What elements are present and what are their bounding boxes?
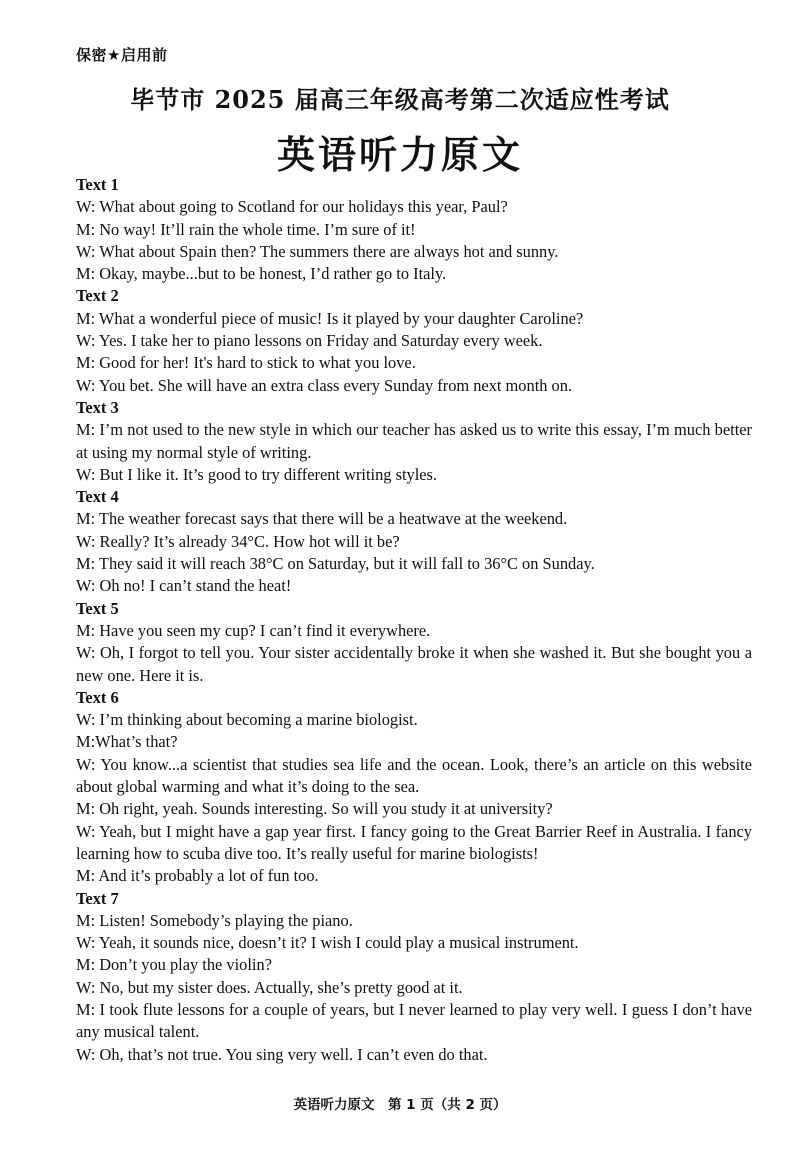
transcript-section [76,598,752,687]
dialogue-line: W: Really? It’s already 34°C. How hot will it be? [76,531,400,551]
dialogue-line: M: And it’s probably a lot of fun too. [76,866,319,886]
transcript-section [76,486,752,597]
dialogue-line: W: You know...a scientist that studies sea life and the ocean. Look, there’s an article on this website about global warming and what it’s doing to the sea. [76,754,752,797]
dialogue-line: M: Listen! Somebody’s playing the piano. [76,910,353,930]
dialogue-line: M: No way! It’ll rain the whole time. I’m sure of it! [76,219,416,239]
exam-title: 毕节市 2025 届高三年级高考第二次适应性考试 [130,85,670,114]
dialogue-line: W: Yes. I take her to piano lessons on Friday and Saturday every week. [76,331,543,351]
dialogue-line: M: Good for her! It's hard to stick to what you love. [76,353,416,373]
dialogue-line: W: No, but my sister does. Actually, she’s pretty good at it. [76,977,463,997]
dialogue-line: W: Yeah, but I might have a gap year first. I fancy going to the Great Barrier Reef in Australia. I fancy learning how to scuba dive too. It’s really useful for marine biologists! [76,821,752,863]
transcript-section [76,397,752,486]
section-heading: Text 4 [76,487,119,507]
dialogue-line: W: Oh no! I can’t stand the heat! [76,576,292,596]
section-heading: Text 2 [76,286,119,306]
dialogue-line: M: Have you seen my cup? I can’t find it everywhere. [76,620,431,640]
section-heading: Text 7 [76,888,119,908]
page-footer: 英语听力原文 第 1 页（共 2 页） [293,1097,507,1113]
section-heading: Text 1 [76,175,119,194]
dialogue-line: M: Don’t you play the violin? [76,955,272,975]
section-heading: Text 6 [76,687,119,707]
dialogue-line: W: What about going to Scotland for our holidays this year, Paul? [76,197,508,217]
dialogue-line: W: I’m thinking about becoming a marine biologist. [76,710,418,730]
dialogue-line: M: Okay, maybe...but to be honest, I’d rather go to Italy. [76,264,447,284]
dialogue-line: M: What a wonderful piece of music! Is it played by your daughter Caroline? [76,308,584,328]
dialogue-line: W: What about Spain then? The summers there are always hot and sunny. [76,241,559,261]
transcript-section [76,687,752,888]
dialogue-line: M: Oh right, yeah. Sounds interesting. So will you study it at university? [76,799,553,819]
dialogue-line: M:What’s that? [76,732,178,752]
dialogue-line: W: Yeah, it sounds nice, doesn’t it? I wish I could play a musical instrument. [76,933,579,953]
dialogue-line: W: Oh, I forgot to tell you. Your sister accidentally broke it when she washed it. But she bought you a new one. Here it is. [76,643,752,685]
section-heading: Text 5 [76,598,119,618]
transcript-section [76,888,752,1066]
transcript-section [76,285,752,396]
dialogue-line: M: I took flute lessons for a couple of years, but I never learned to play very well. I guess I don’t have any musical talent. [76,999,752,1042]
dialogue-line: W: But I like it. It’s good to try different writing styles. [76,464,438,484]
section-heading: Text 3 [76,397,119,417]
dialogue-line: M: The weather forecast says that there will be a heatwave at the weekend. [76,509,568,529]
dialogue-line: M: I’m not used to the new style in which our teacher has asked us to write this essay, I’m much better at using my normal style of writing. [76,420,752,462]
transcript-section [76,174,752,285]
document-title: 英语听力原文 [276,132,523,177]
dialogue-line: W: You bet. She will have an extra class every Sunday from next month on. [76,375,573,395]
confidential-label: 保密★启用前 [76,46,168,64]
dialogue-line: W: Oh, that’s not true. You sing very well. I can’t even do that. [76,1044,488,1064]
dialogue-line: M: They said it will reach 38°C on Saturday, but it will fall to 36°C on Sunday. [76,554,595,574]
transcript-body [76,174,752,1066]
